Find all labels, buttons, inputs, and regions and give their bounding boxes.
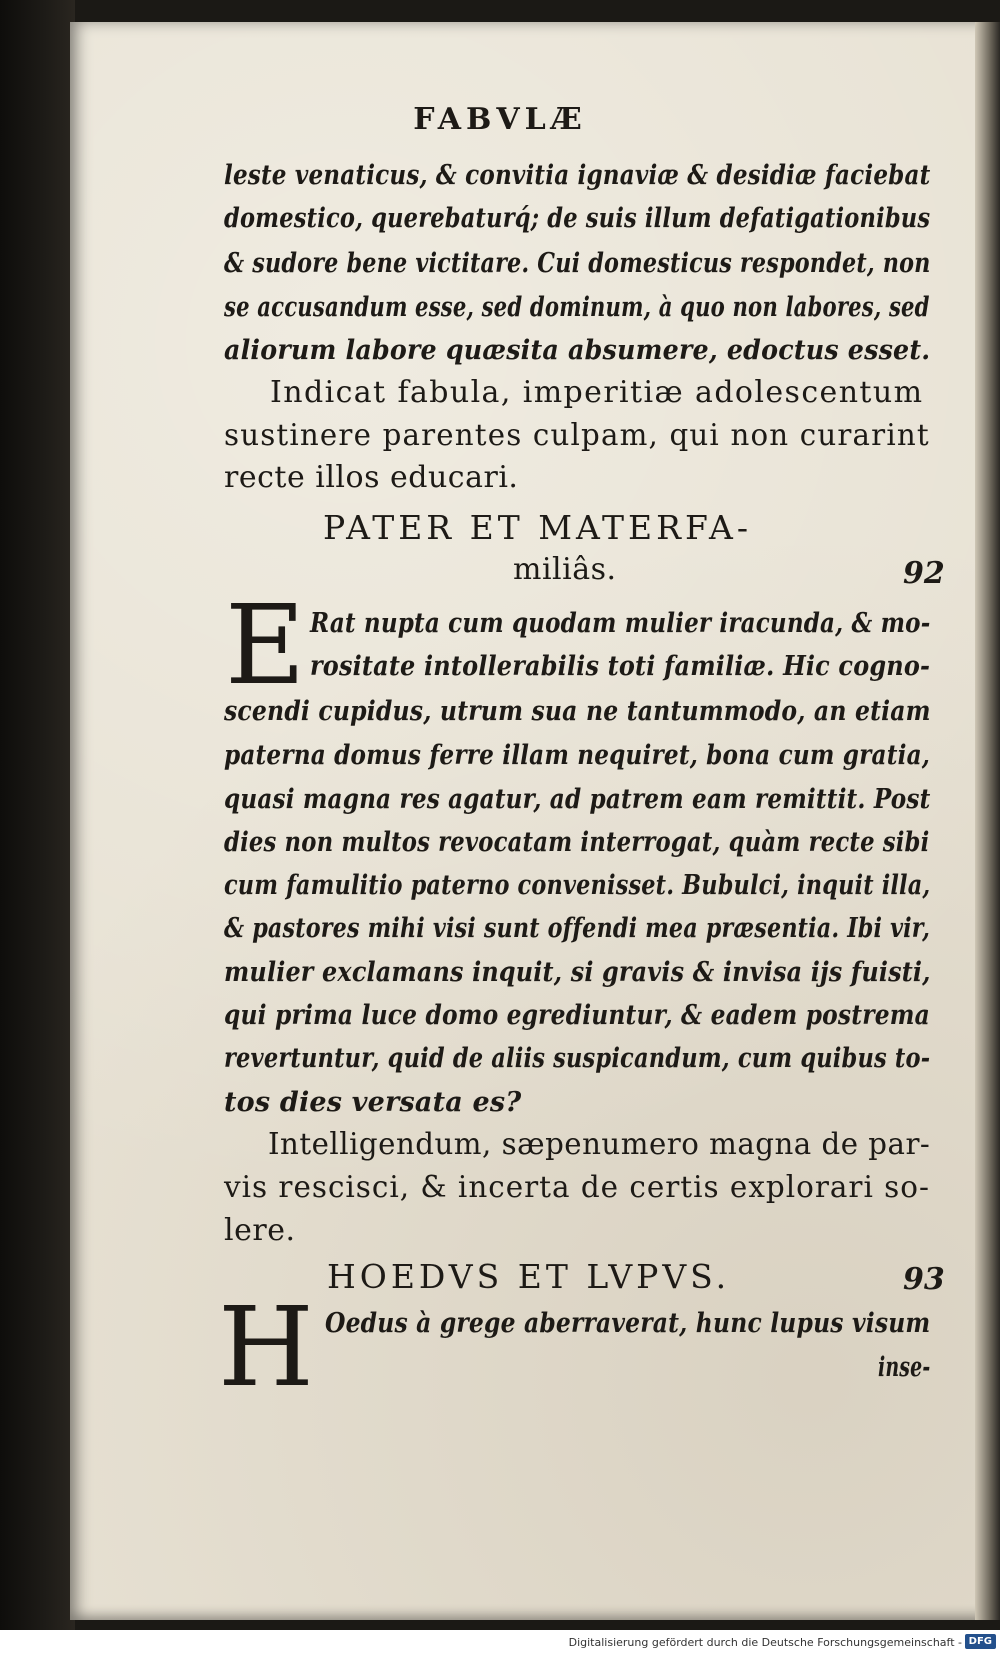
drop-cap: E bbox=[225, 581, 306, 709]
fable-title: PATER ET MATERFA- bbox=[323, 508, 753, 547]
book-binding-shadow bbox=[0, 0, 75, 1630]
fable-title: miliâs. bbox=[513, 552, 617, 587]
text-line: quasi magna res agatur, ad patrem eam remittit. Post bbox=[224, 784, 931, 815]
text-line: Rat nupta cum quodam mulier iracunda, & mo- bbox=[310, 608, 931, 639]
text-line: cum famulitio paterno convenisset. Bubulci, inquit illa, bbox=[224, 870, 931, 901]
text-line: Intelligendum, sæpenumero magna de par- bbox=[268, 1127, 931, 1162]
text-line: Indicat fabula, imperitiæ adolescentum bbox=[270, 375, 924, 410]
catchword: inse- bbox=[878, 1352, 931, 1383]
fable-title: HOEDVS ET LVPVS. bbox=[327, 1257, 731, 1296]
text-line: tos dies versata es? bbox=[224, 1087, 522, 1118]
page-edge bbox=[975, 22, 1000, 1620]
text-line: domestico, querebaturq́; de suis illum defatigationibus bbox=[224, 203, 931, 234]
drop-cap: H bbox=[218, 1283, 314, 1411]
text-line: mulier exclamans inquit, si gravis & invisa ijs fuisti, bbox=[224, 957, 931, 988]
text-line: sustinere parentes culpam, qui non curarint bbox=[224, 418, 930, 453]
text-line: dies non multos revocatam interrogat, quàm recte sibi bbox=[224, 827, 930, 858]
text-line: rositate intollerabilis toti familiæ. Hic cogno- bbox=[310, 651, 931, 682]
text-line: Oedus à grege aberraverat, hunc lupus visum bbox=[325, 1308, 931, 1339]
text-line: revertuntur, quid de aliis suspicandum, cum quibus to- bbox=[224, 1043, 931, 1074]
text-line: lere. bbox=[224, 1213, 296, 1248]
text-line: se accusandum esse, sed dominum, à quo non labores, sed bbox=[224, 292, 930, 323]
text-line: vis rescisci, & incerta de certis explorari so- bbox=[224, 1170, 930, 1205]
text-line: leste venaticus, & convitia ignaviæ & desidiæ faciebat bbox=[224, 160, 931, 191]
dfg-logo: DFG bbox=[965, 1634, 996, 1649]
text-line: & pastores mihi visi sunt offendi mea præsentia. Ibi vir, bbox=[224, 913, 931, 944]
text-line: qui prima luce domo egrediuntur, & eadem postrema bbox=[224, 1000, 930, 1031]
fable-number: 92 bbox=[903, 556, 945, 591]
text-line: recte illos educari. bbox=[224, 460, 519, 495]
running-head: FABVLÆ bbox=[413, 102, 587, 137]
digitization-credit: Digitalisierung gefördert durch die Deutsche Forschungsgemeinschaft - bbox=[568, 1636, 962, 1649]
text-line: & sudore bene victitare. Cui domesticus respondet, non bbox=[224, 248, 931, 279]
text-line: paterna domus ferre illam nequiret, bona cum gratia, bbox=[224, 740, 930, 771]
fable-number: 93 bbox=[903, 1262, 945, 1297]
text-line: scendi cupidus, utrum sua ne tantummodo, an etiam bbox=[224, 696, 931, 727]
text-line: aliorum labore quæsita absumere, edoctus esset. bbox=[224, 335, 931, 366]
